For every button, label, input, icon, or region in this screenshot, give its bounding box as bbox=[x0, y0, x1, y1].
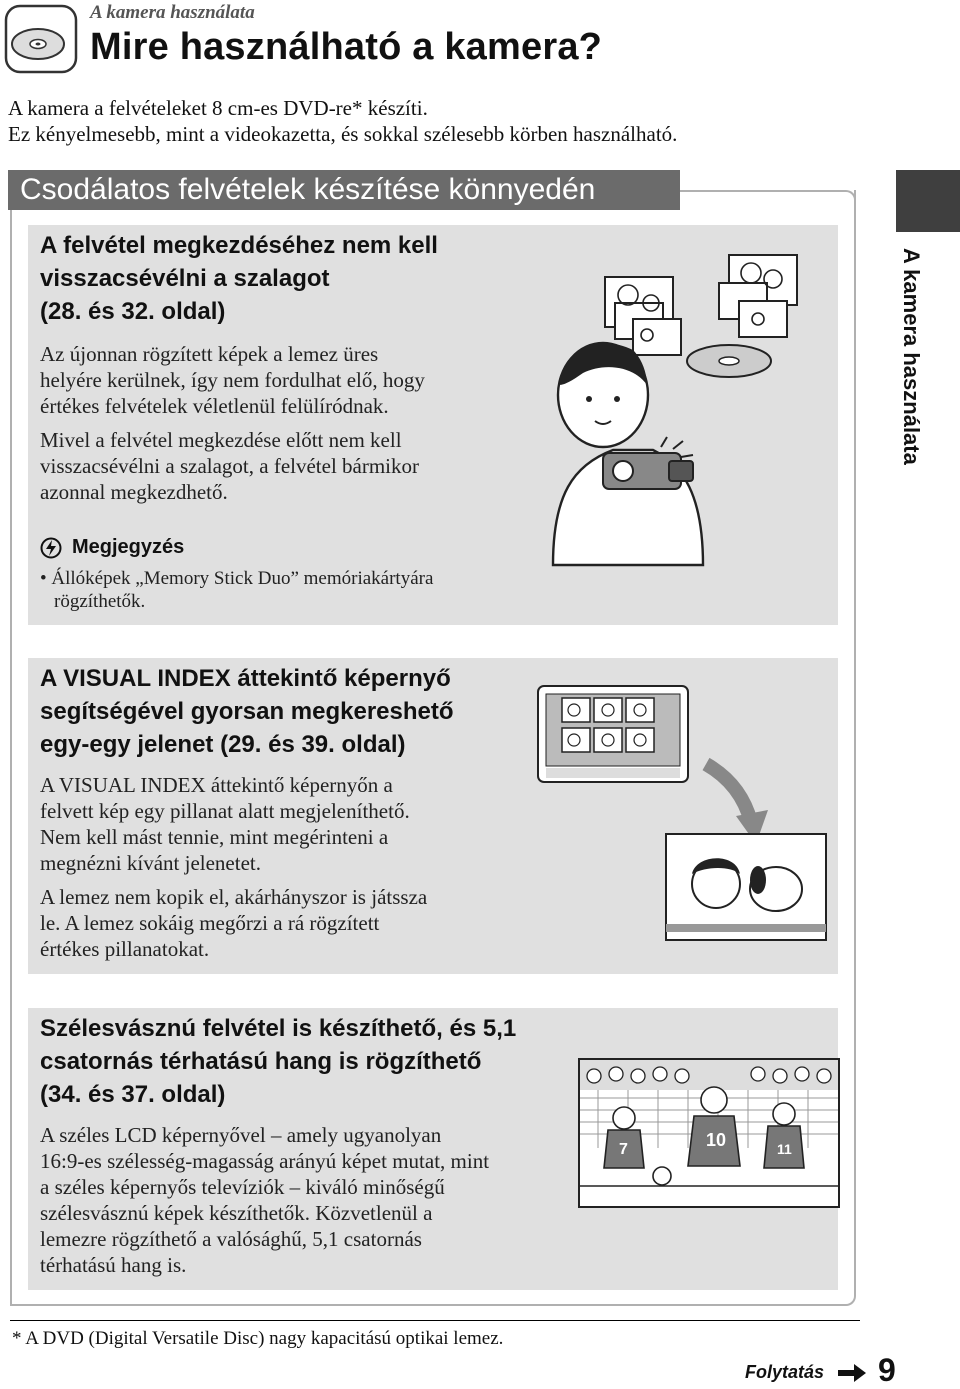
panel-heading bbox=[40, 229, 438, 328]
continued-label: Folytatás bbox=[745, 1362, 825, 1382]
panel-heading bbox=[40, 1012, 516, 1111]
heading-line: A felvétel megkezdéséhez nem kell bbox=[40, 232, 438, 259]
text-line: A széles LCD képernyővel – amely ugyanolyan bbox=[40, 1123, 442, 1147]
section-banner: Csodálatos felvételek készítése könnyedén bbox=[8, 170, 680, 210]
footnote-divider bbox=[10, 1320, 860, 1321]
text-line: Mivel a felvétel megkezdése előtt nem kell bbox=[40, 428, 402, 452]
text-line: értékes felvételek véletlenül felülíródnak. bbox=[40, 394, 389, 418]
side-tab bbox=[896, 170, 960, 232]
soccer-widescreen-illustration bbox=[578, 1058, 840, 1208]
panel-paragraph bbox=[40, 1122, 489, 1278]
text-line: azonnal megkezdhető. bbox=[40, 480, 228, 504]
frame-corner bbox=[680, 190, 856, 202]
section-label: A kamera használata bbox=[90, 2, 255, 23]
heading-line: A VISUAL INDEX áttekintő képernyő bbox=[40, 665, 451, 692]
text-line: rögzíthetők. bbox=[54, 591, 146, 612]
panel-paragraph bbox=[40, 884, 427, 962]
side-tab-text: A kamera használata bbox=[899, 248, 924, 465]
text-line: lemezre rögzíthető a valósághű, 5,1 csatornás bbox=[40, 1227, 422, 1251]
disc-icon bbox=[4, 4, 78, 74]
visual-index-illustration bbox=[536, 684, 828, 944]
jersey-number: 11 bbox=[777, 1141, 792, 1157]
heading-line: (34. és 37. oldal) bbox=[40, 1081, 226, 1108]
text-line: értékes pillanatokat. bbox=[40, 937, 210, 961]
feature-panel-widescreen bbox=[28, 1008, 838, 1290]
text-line: szélesvásznú képek készíthetők. Közvetlenül a bbox=[40, 1201, 433, 1225]
page-number: 9 bbox=[878, 1352, 896, 1388]
camcorder-person-illustration bbox=[543, 235, 833, 570]
panel-paragraph bbox=[40, 772, 410, 876]
arrow-right-icon bbox=[838, 1364, 866, 1382]
feature-panel-visual-index bbox=[28, 658, 838, 974]
text-line: Nem kell mást tennie, mint megérinteni a bbox=[40, 825, 389, 849]
text-line: visszacsévélni a szalagot, a felvétel bármikor bbox=[40, 454, 420, 478]
text-line: 16:9-es szélesség-magasság arányú képet mutat, mint bbox=[40, 1149, 490, 1173]
page-title: Mire használható a kamera? bbox=[90, 26, 603, 68]
text-line: le. A lemez sokáig megőrzi a rá rögzített bbox=[40, 911, 380, 935]
text-line: térhatású hang is. bbox=[40, 1253, 187, 1277]
intro-line: A kamera a felvételeket 8 cm-es DVD-re* készíti. bbox=[8, 96, 428, 120]
note-text bbox=[40, 567, 433, 613]
heading-line: visszacsévélni a szalagot bbox=[40, 265, 330, 292]
text-line: • Állóképek „Memory Stick Duo” memóriakártyára bbox=[40, 568, 434, 589]
jersey-number: 7 bbox=[619, 1141, 628, 1158]
text-line: felvett kép egy pillanat alatt megjeleníthető. bbox=[40, 799, 410, 823]
text-line: A VISUAL INDEX áttekintő képernyőn a bbox=[40, 773, 393, 797]
frame-left-line bbox=[10, 210, 12, 1305]
intro-line: Ez kényelmesebb, mint a videokazetta, és sokkal szélesebb körben használható. bbox=[8, 122, 678, 146]
feature-panel-disc bbox=[28, 225, 838, 625]
text-line: a széles képernyős televíziók – kiváló minőségű bbox=[40, 1175, 445, 1199]
text-line: megnézni kívánt jelenetet. bbox=[40, 851, 261, 875]
panel-heading bbox=[40, 662, 454, 761]
panel-paragraph bbox=[40, 427, 419, 505]
note-icon bbox=[40, 537, 62, 559]
heading-line: segítségével gyorsan megkereshető bbox=[40, 698, 454, 725]
heading-line: csatornás térhatású hang is rögzíthető bbox=[40, 1048, 482, 1075]
panel-paragraph bbox=[40, 341, 425, 419]
heading-line: Szélesvásznú felvétel is készíthető, és 5,1 bbox=[40, 1015, 517, 1042]
footnote: * A DVD (Digital Versatile Disc) nagy kapacitású optikai lemez. bbox=[12, 1328, 504, 1349]
heading-line: (28. és 32. oldal) bbox=[40, 298, 226, 325]
text-line: A lemez nem kopik el, akárhányszor is játssza bbox=[40, 885, 428, 909]
text-line: helyére kerülnek, így nem fordulhat elő, hogy bbox=[40, 368, 425, 392]
text-line: Az újonnan rögzített képek a lemez üres bbox=[40, 342, 379, 366]
jersey-number: 10 bbox=[706, 1130, 727, 1150]
heading-line: egy-egy jelenet (29. és 39. oldal) bbox=[40, 731, 406, 758]
side-tab-label bbox=[890, 248, 930, 488]
note-title: Megjegyzés bbox=[72, 536, 185, 558]
